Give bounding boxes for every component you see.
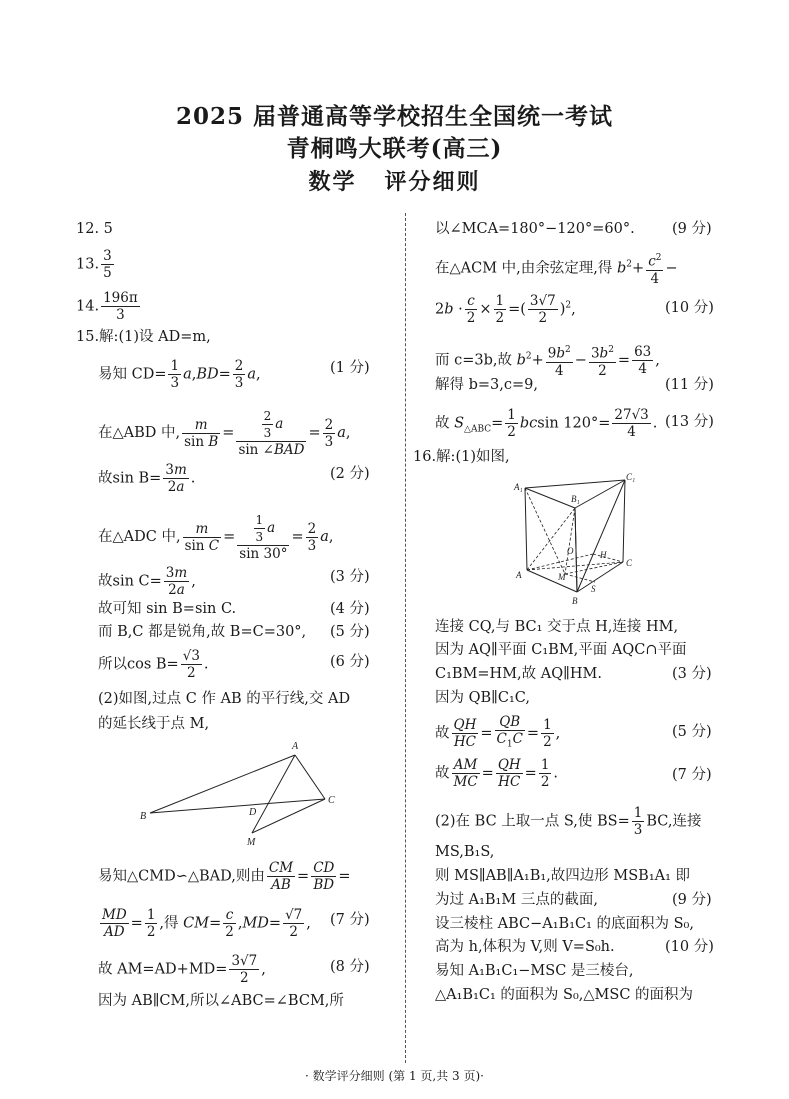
q15-part2-line2: 的延长线于点 M, [98,716,210,732]
right-line-area-s0: △A₁B₁C₁ 的面积为 S₀,△MSC 的面积为 [435,987,694,1003]
points-9b: (9 分) [672,892,712,908]
subject-label: 数学 [308,169,357,195]
fig2-label-b: B [572,596,578,606]
points-13: (13 分) [665,414,714,430]
exam-title: 2025 届普通高等学校招生全国统一考试 [175,103,614,130]
points-6: (6 分) [330,654,370,670]
q15-line-sinb: 故sin B= $\frac{3m}{2a}$ . [98,462,196,495]
fig2-label-a: A [516,570,522,580]
fig2-label-c: C [626,558,633,568]
page-footer: · 数学评分细则 (第 1 页,共 3 页)· [305,1069,484,1083]
points-9: (9 分) [672,221,712,237]
right-line-am-mc: 故 $\frac{AM}{MC}$ = $\frac{QH}{HC}$ = $\frac{1}{2}$ . [435,757,559,790]
fig2-label-m: M [558,572,566,582]
q15-line-cd: 易知 CD= $\frac{1}{3}$ a,BD= $\frac{2}{3}$ a, [98,358,261,391]
doc-type-label: 评分细则 [384,169,481,195]
fig1-label-c: C [328,795,335,806]
fig2-label-h: H [600,550,607,560]
points-1: (1 分) [330,360,370,376]
fig1-label-a: A [292,741,299,752]
points-5: (5 分) [330,624,370,640]
right-line-prism-base: 设三棱柱 ABC−A₁B₁C₁ 的底面积为 S₀, [435,916,694,932]
right-line-qh-hc: 故 $\frac{QH}{HC}$ = $\frac{QB}{C_1C}$ = $\frac{1}{2}$ , [435,714,561,750]
right-line-cq: 连接 CQ,与 BC₁ 交于点 H,连接 HM, [435,619,679,635]
right-line-area: 故 $S_{\triangle ABC}=$ $\frac{1}{2}$ bcsin 120°= $\frac{27√3}{4}$ . [435,407,658,440]
q15-line-similar: 易知△CMD∽△BAD,则由 $\frac{CM}{AB}$ = $\frac{CD}{BD}$ = [98,860,351,893]
fig1-label-b: B [140,811,147,822]
right-line-quad: 则 MS∥AB∥A₁B₁,故四边形 MSB₁A₁ 即 [435,868,691,884]
fig1-label-m: M [247,837,256,848]
points-4: (4 分) [330,601,370,617]
points-3: (3 分) [330,569,370,585]
q15-line-cosb: 所以cos B= $\frac{√3}{2}$ . [98,648,209,681]
answer-13: 13. $\frac{3}{5}$ [76,248,112,281]
q15-line-sinc: 故sin C= $\frac{3m}{2a}$ , [98,565,196,598]
q15-line-ratio: $\frac{MD}{AD}$ = $\frac{1}{2}$ ,得 CM= $\frac{c}{2}$ ,MD= $\frac{√7}{2}$ , [102,907,311,940]
points-8: (8 分) [330,959,370,975]
q15-line-abd: 在△ABD 中, $\frac{m}{\text{sin B}}$ = $\frac{2}{3}$ a sin ∠BAD = $\frac{2}{3}$ a, [98,409,351,458]
triangle-figure [130,735,350,850]
right-line-mca: 以∠MCA=180°−120°=60°. [435,221,635,237]
points-7b: (7 分) [672,767,712,783]
points-10: (10 分) [665,300,714,316]
points-5b: (5 分) [672,724,712,740]
column-divider [405,213,406,1063]
points-10b: (10 分) [665,939,714,955]
right-line-cosine2: 2b · $\frac{c}{2}$ × $\frac{1}{2}$ =( $\frac{3√7}{2}$ )$^2$, [435,293,576,326]
doc-title [0,165,789,196]
right-line-cosine: 在△ACM 中,由余弦定理,得 $b^2+$ $\frac{c^2}{4}$ − [435,250,678,287]
q15-part2-line1: (2)如图,过点 C 作 AB 的平行线,交 AD [98,691,351,707]
right-line-hm: C₁BM=HM,故 AQ∥HM. [435,666,602,682]
right-line-bs: (2)在 BC 上取一点 S,使 BS= $\frac{1}{3}$ BC,连接 [435,805,702,838]
answer-12: 12. 5 [76,221,113,237]
right-line-ms: MS,B₁S, [435,844,495,860]
q15-line-equal: 故可知 sin B=sin C. [98,601,237,617]
right-line-qb: 因为 QB∥C₁C, [435,690,530,706]
right-line-aq-parallel: 因为 AQ∥平面 C₁BM,平面 AQC∩平面 [435,642,687,658]
fig2-label-s: S [591,584,596,594]
exam-subtitle: 青桐鸣大联考(高三) [286,135,503,162]
points-2: (2 分) [330,466,370,482]
right-line-solve: 解得 b=3,c=9, [435,377,538,393]
right-line-frustum: 易知 A₁B₁C₁−MSC 是三棱台, [435,963,634,979]
fig2-label-b1: B₁ [571,494,580,504]
q15-line-acute: 而 B,C 都是锐角,故 B=C=30°, [98,624,307,640]
fig2-label-a1: A₁ [514,482,523,492]
q15-title: 15.解:(1)设 AD=m, [76,329,211,345]
q16-title: 16.解:(1)如图, [413,449,510,465]
answer-14: 14. $\frac{196\pi}{3}$ [76,290,138,323]
right-line-volume: 高为 h,体积为 V,则 V=S₀h. [435,939,615,955]
q15-line-parallel: 因为 AB∥CM,所以∠ABC=∠BCM,所 [98,993,344,1009]
fig1-label-d: D [249,807,257,818]
points-3b: (3 分) [672,666,712,682]
fig2-label-o: O [567,546,574,556]
right-line-c3b: 而 c=3b,故 $b^2+$ $\frac{9b^2}{4}$ − $\frac{3b^2}{2}$ = $\frac{63}{4}$ , [435,343,660,379]
fig2-label-c1: C₁ [626,472,636,482]
points-11: (11 分) [665,377,714,393]
right-line-section: 为过 A₁B₁M 三点的截面, [435,892,598,908]
points-7: (7 分) [330,912,370,928]
q15-line-am: 故 AM=AD+MD= $\frac{3√7}{2}$ , [98,953,266,986]
prism-figure [505,470,655,610]
q15-line-adc: 在△ADC 中, $\frac{m}{\text{sin C}}$ = $\frac{1}{3}$ a sin 30° = $\frac{2}{3}$ a, [98,513,334,562]
